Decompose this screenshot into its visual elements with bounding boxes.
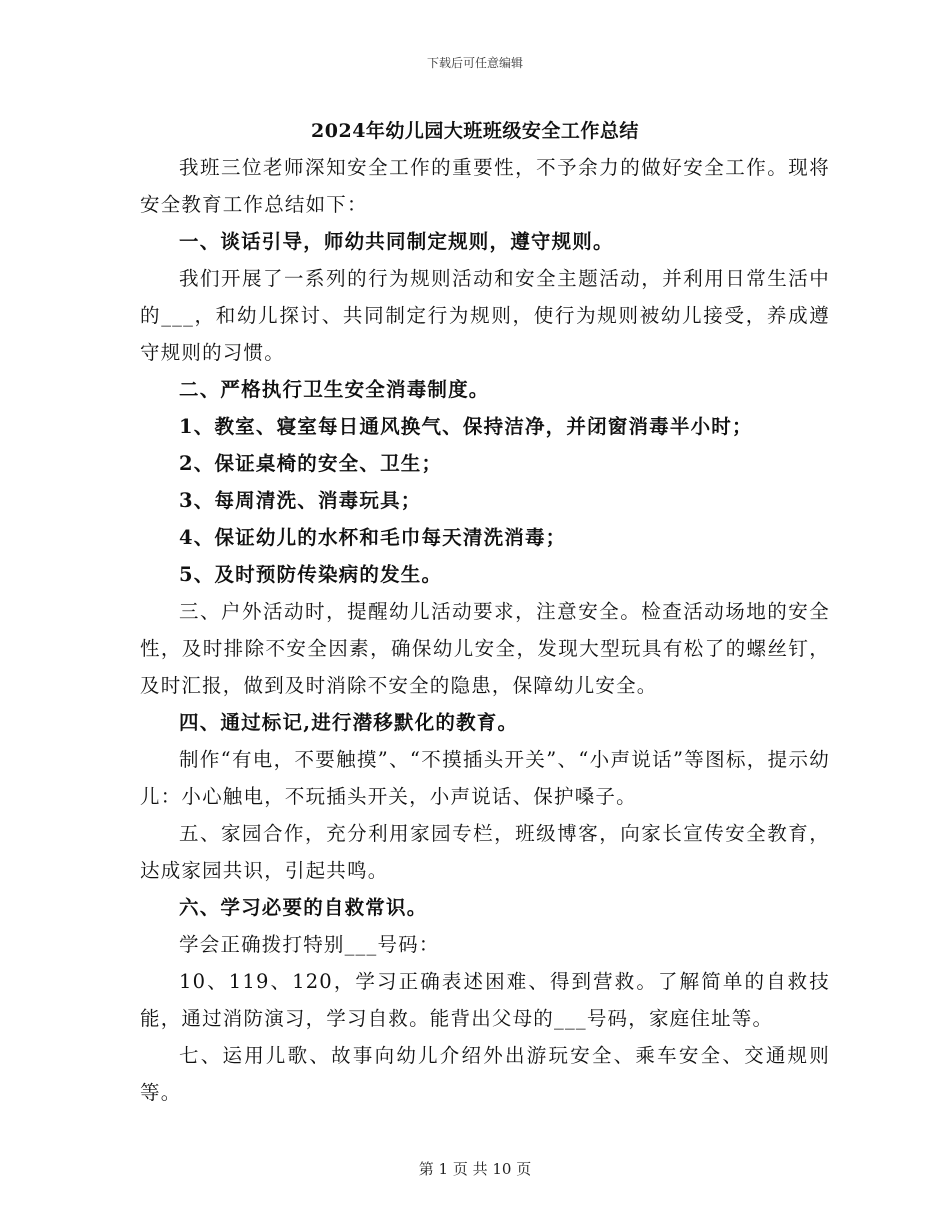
section-7-paragraph: 七、运用儿歌、故事向幼儿介绍外出游玩安全、乘车安全、交通规则等。 [140,1044,830,1104]
section-6-paragraph-1: 学会正确拨打特别___号码： [179,933,440,956]
section-1-paragraph: 我们开展了一系列的行为规则活动和安全主题活动，并利用日常生活中的___，和幼儿探讨、共同制定行为规则，使行为规则被幼儿接受，养成遵守规则的习惯。 [140,267,830,364]
intro-paragraph: 我班三位老师深知安全工作的重要性，不予余力的做好安全工作。现将安全教育工作总结如下： [140,156,830,216]
section-heading-6: 六、学习必要的自救常识。 [179,896,428,919]
list-item-3: 3、每周清洗、消毒玩具； [179,489,422,512]
document-title: 2024年幼儿园大班班级安全工作总结 [311,120,639,142]
section-6-paragraph-2: 10、119、120，学习正确表述困难、得到营救。了解简单的自救技能，通过消防演习，学习自救。能背出父母的___号码，家庭住址等。 [140,970,830,1030]
list-item-1: 1、教室、寝室每日通风换气、保持洁净，并闭窗消毒半小时； [179,415,753,438]
list-item-2: 2、保证桌椅的安全、卫生； [179,452,443,475]
section-5-paragraph: 五、家园合作，充分利用家园专栏，班级博客，向家长宣传安全教育，达成家园共识，引起共鸣。 [140,822,830,882]
section-4-paragraph: 制作“有电，不要触摸”、“不摸插头开关”、“小声说话”等图标，提示幼儿：小心触电，不玩插头开关，小声说话、保护嗓子。 [140,748,830,808]
list-item-4: 4、保证幼儿的水杯和毛巾每天清洗消毒； [179,526,567,549]
document-body [140,149,830,1111]
section-3-paragraph: 三、户外活动时，提醒幼儿活动要求，注意安全。检查活动场地的安全性，及时排除不安全因素，确保幼儿安全，发现大型玩具有松了的螺丝钉，及时汇报，做到及时消除不安全的隐患，保障幼儿安全。 [140,600,830,697]
section-heading-2: 二、严格执行卫生安全消毒制度。 [179,378,490,401]
page-header-note: 下载后可任意编辑 [426,56,523,70]
page-footer: 第 1 页 共 10 页 [418,1160,532,1178]
list-item-5: 5、及时预防传染病的发生。 [179,563,443,586]
section-heading-4: 四、通过标记,进行潜移默化的教育。 [179,711,519,734]
section-heading-1: 一、谈话引导，师幼共同制定规则，遵守规则。 [179,230,614,253]
